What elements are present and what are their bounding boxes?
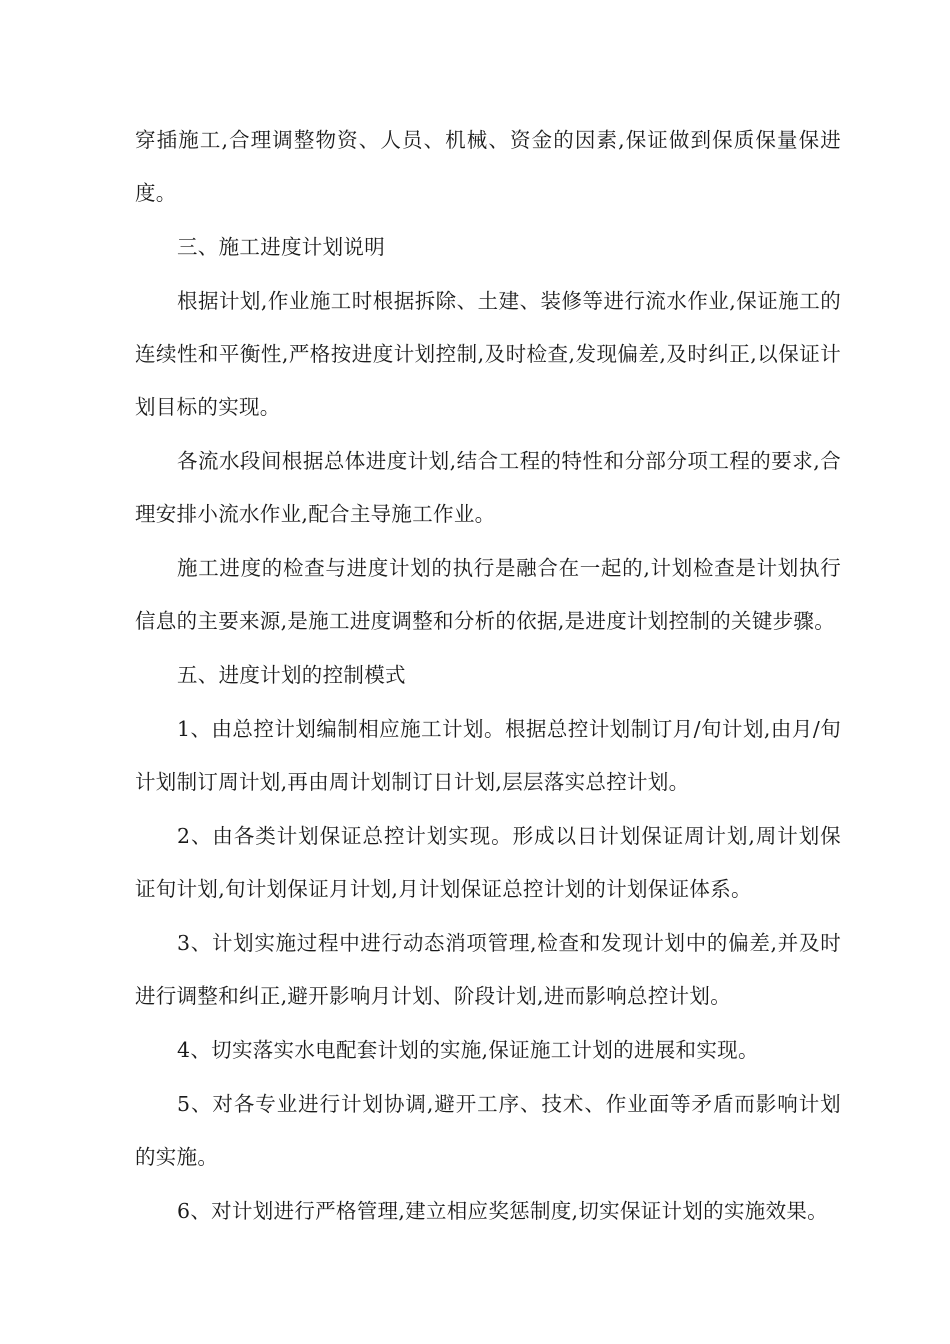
- list-item-1: 1、由总控计划编制相应施工计划。根据总控计划制订月/旬计划,由月/旬计划制订周计划,再由周计划制订日计划,层层落实总控计划。: [135, 717, 841, 794]
- document-body: [135, 114, 841, 1238]
- list-item-2: 2、由各类计划保证总控计划实现。形成以日计划保证周计划,周计划保证旬计划,旬计划保证月计划,月计划保证总控计划的计划保证体系。: [135, 824, 841, 901]
- paragraph-continuation: 穿插施工,合理调整物资、人员、机械、资金的因素,保证做到保质保量保进度。: [135, 128, 841, 205]
- paragraph: 根据计划,作业施工时根据拆除、土建、装修等进行流水作业,保证施工的连续性和平衡性,严格按进度计划控制,及时检查,发现偏差,及时纠正,以保证计划目标的实现。: [135, 289, 841, 419]
- paragraph: 施工进度的检查与进度计划的执行是融合在一起的,计划检查是计划执行信息的主要来源,是施工进度调整和分析的依据,是进度计划控制的关键步骤。: [135, 556, 841, 633]
- list-item-4: 4、切实落实水电配套计划的实施,保证施工计划的进展和实现。: [177, 1038, 759, 1062]
- list-item-3: 3、计划实施过程中进行动态消项管理,检查和发现计划中的偏差,并及时进行调整和纠正,避开影响月计划、阶段计划,进而影响总控计划。: [135, 931, 841, 1008]
- list-item-6: 6、对计划进行严格管理,建立相应奖惩制度,切实保证计划的实施效果。: [177, 1199, 828, 1223]
- section-heading-3: 三、施工进度计划说明: [177, 235, 385, 259]
- paragraph: 各流水段间根据总体进度计划,结合工程的特性和分部分项工程的要求,合理安排小流水作业,配合主导施工作业。: [135, 449, 841, 526]
- section-heading-5: 五、进度计划的控制模式: [177, 663, 406, 687]
- list-item-5: 5、对各专业进行计划协调,避开工序、技术、作业面等矛盾而影响计划的实施。: [135, 1092, 841, 1169]
